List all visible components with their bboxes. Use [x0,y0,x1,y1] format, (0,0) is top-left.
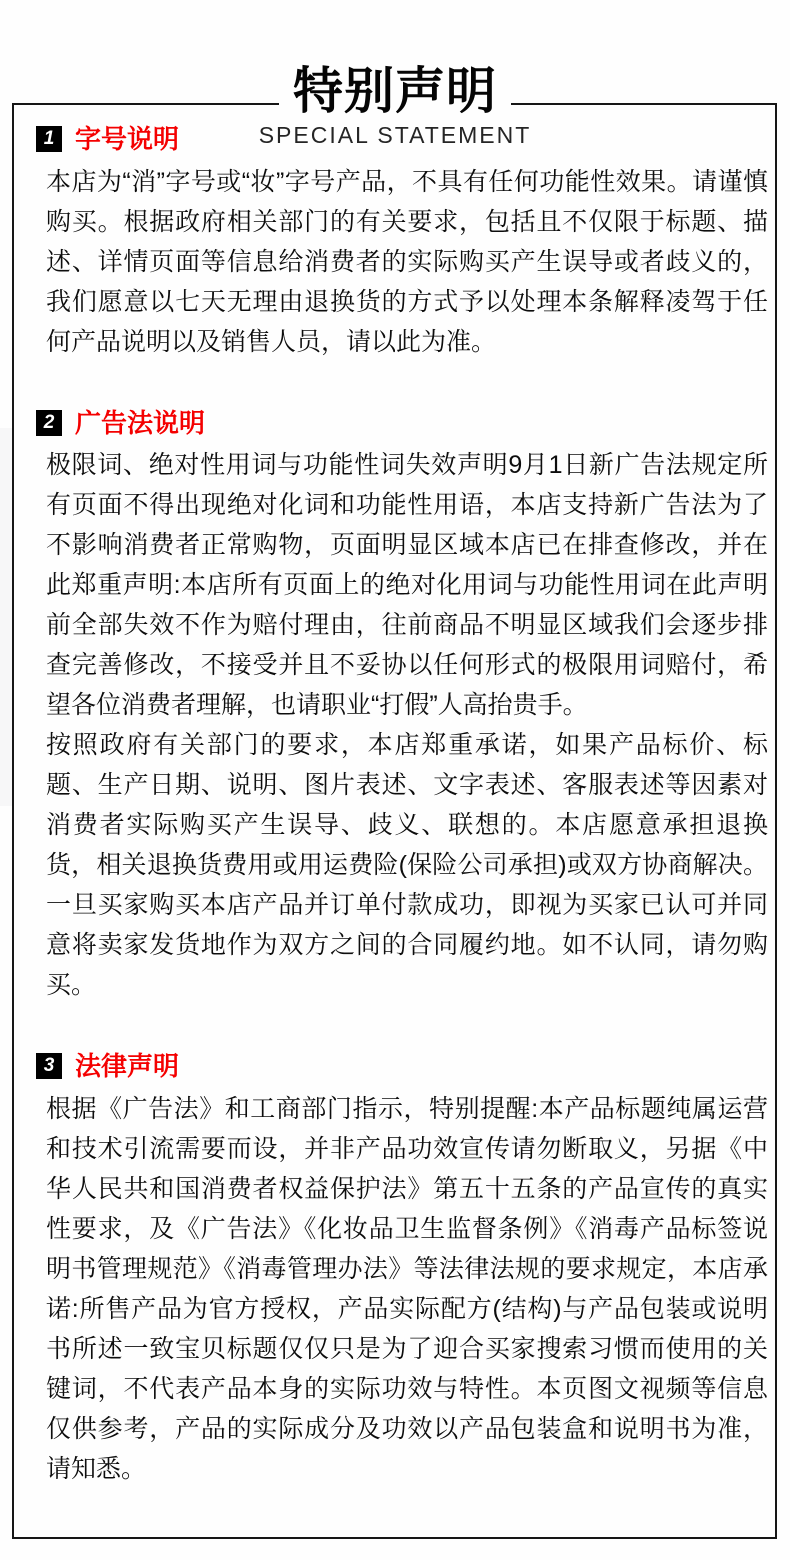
section-paragraph: 按照政府有关部门的要求，本店郑重承诺，如果产品标价、标题、生产日期、说明、图片表述、文字表述、客服表述等因素对消费者实际购买产生误导、歧义、联想的。本店愿意承担退换货，相关退换货费用或用运费险(保险公司承担)或双方协商解决。一旦买家购买本店产品并订单付款成功，即视为买家已认可并同意将卖家发货地作为双方之间的合同履约地。如不认同，请勿购买。 [46,731,768,1000]
section-paragraph: 根据《广告法》和工商部门指示，特别提醒:本产品标题纯属运营和技术引流需要而设，并非产品功效宣传请勿断取义，另据《中华人民共和国消费者权益保护法》第五十五条的产品宣传的真实性要求，及《广告法》《化妆品卫生监督条例》《消毒产品标签说明书管理规范》《消毒管理办法》等法律法规的要求规定，本店承诺:所售产品为官方授权，产品实际配方(结构)与产品包装或说明书所述一致宝贝标题仅仅只是为了迎合买家搜索习惯而使用的关键词，不代表产品本身的实际功效与特性。本页图文视频等信息仅供参考，产品的实际成分及功效以产品包装盒和说明书为准，请知悉。 [46,1094,768,1483]
section-legal-statement [36,1052,768,1489]
section-number-badge: 2 [36,410,62,436]
section-paragraph: 本店为“消”字号或“妆”字号产品，不具有任何功能性效果。请谨慎购买。根据政府相关部门的有关要求，包括且不仅限于标题、描述、详情页面等信息给消费者的实际购买产生误导或者歧义的，我们愿意以七天无理由退换货的方式予以处理本条解释凌驾于任何产品说明以及销售人员，请以此为准。 [46,167,768,356]
section-body [36,445,768,1005]
section-font-size-statement [36,125,768,362]
section-heading: 字号说明 [75,124,180,154]
section-number-badge: 1 [36,126,62,152]
page-subtitle: SPECIAL STATEMENT [258,122,532,148]
section-heading: 广告法说明 [75,407,206,438]
section-advertising-law-statement [36,409,768,1006]
section-body [36,1089,768,1489]
section-number-badge: 3 [36,1053,62,1079]
section-header [36,1052,768,1081]
section-paragraph: 极限词、绝对性用词与功能性词失效声明9月1日新广告法规定所有页面不得出现绝对化词和功能性用语，本店支持新广告法为了不影响消费者正常购物，页面明显区域本店已在排查修改，并在此郑重声明:本店所有页面上的绝对化用词与功能性用词在此声明前全部失效不作为赔付理由，往前商品不明显区域我们会逐步排查完善修改，不接受并且不妥协以任何形式的极限用词赔付，希望各位消费者理解，也请职业“打假”人高抬贵手。 [46,451,768,720]
section-heading: 法律声明 [75,1051,180,1082]
page-title: 特别声明 [279,66,511,116]
section-header [36,409,768,438]
section-body [36,162,768,362]
page-header [0,0,790,148]
